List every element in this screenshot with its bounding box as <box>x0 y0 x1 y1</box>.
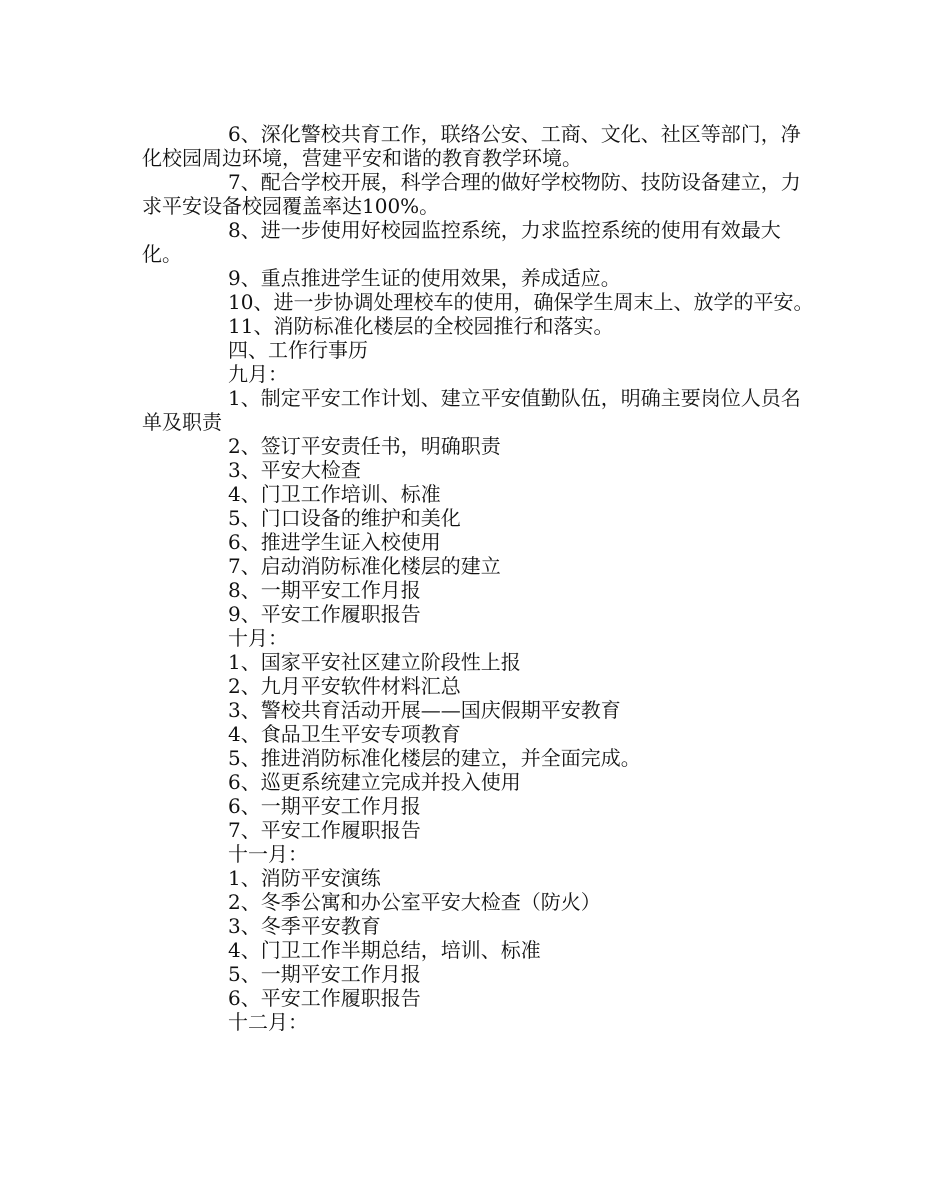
september-item-3: 3、平安大检查 <box>228 458 361 482</box>
november-item-4: 4、门卫工作半期总结，培训、标准 <box>228 938 541 962</box>
paragraph-item-11: 11、消防标准化楼层的全校园推行和落实。 <box>228 314 614 338</box>
november-item-5: 5、一期平安工作月报 <box>228 962 421 986</box>
paragraph-item-6: 6、深化警校共育工作，联络公安、工商、文化、社区等部门，净化校园周边环境，营建平安和谐的教育教学环境。 <box>142 122 801 170</box>
september-item-2: 2、签订平安责任书，明确职责 <box>228 434 501 458</box>
month-heading-november: 十一月： <box>228 842 308 866</box>
paragraph-item-10: 10、进一步协调处理校车的使用，确保学生周末上、放学的平安。 <box>228 290 814 314</box>
september-item-4: 4、门卫工作培训、标准 <box>228 482 441 506</box>
november-item-3: 3、冬季平安教育 <box>228 914 381 938</box>
month-heading-october: 十月： <box>228 626 288 650</box>
section-heading-schedule: 四、工作行事历 <box>228 338 368 362</box>
paragraph-item-8: 8、进一步使用好校园监控系统，力求监控系统的使用有效最大化。 <box>142 218 781 266</box>
november-item-6: 6、平安工作履职报告 <box>228 986 421 1010</box>
october-item-4: 4、食品卫生平安专项教育 <box>228 722 461 746</box>
september-item-8: 8、一期平安工作月报 <box>228 578 421 602</box>
october-item-3: 3、警校共育活动开展——国庆假期平安教育 <box>228 698 621 722</box>
october-item-5: 5、推进消防标准化楼层的建立，并全面完成。 <box>228 746 641 770</box>
document-body <box>142 122 814 1034</box>
month-heading-september: 九月： <box>228 362 288 386</box>
october-item-2: 2、九月平安软件材料汇总 <box>228 674 461 698</box>
october-item-1: 1、国家平安社区建立阶段性上报 <box>228 650 521 674</box>
september-item-9: 9、平安工作履职报告 <box>228 602 421 626</box>
month-heading-december: 十二月： <box>228 1010 308 1034</box>
october-item-7: 7、平安工作履职报告 <box>228 818 421 842</box>
october-item-6: 6、巡更系统建立完成并投入使用 <box>228 770 521 794</box>
september-item-6: 6、推进学生证入校使用 <box>228 530 441 554</box>
october-item-6b: 6、一期平安工作月报 <box>228 794 421 818</box>
november-item-1: 1、消防平安演练 <box>228 866 381 890</box>
september-item-5: 5、门口设备的维护和美化 <box>228 506 461 530</box>
september-item-7: 7、启动消防标准化楼层的建立 <box>228 554 501 578</box>
september-item-1: 1、制定平安工作计划、建立平安值勤队伍，明确主要岗位人员名单及职责 <box>142 386 801 434</box>
november-item-2: 2、冬季公寓和办公室平安大检查（防火） <box>228 890 601 914</box>
paragraph-item-9: 9、重点推进学生证的使用效果，养成适应。 <box>228 266 621 290</box>
paragraph-item-7: 7、配合学校开展，科学合理的做好学校物防、技防设备建立，力求平安设备校园覆盖率达100%。 <box>142 170 801 218</box>
